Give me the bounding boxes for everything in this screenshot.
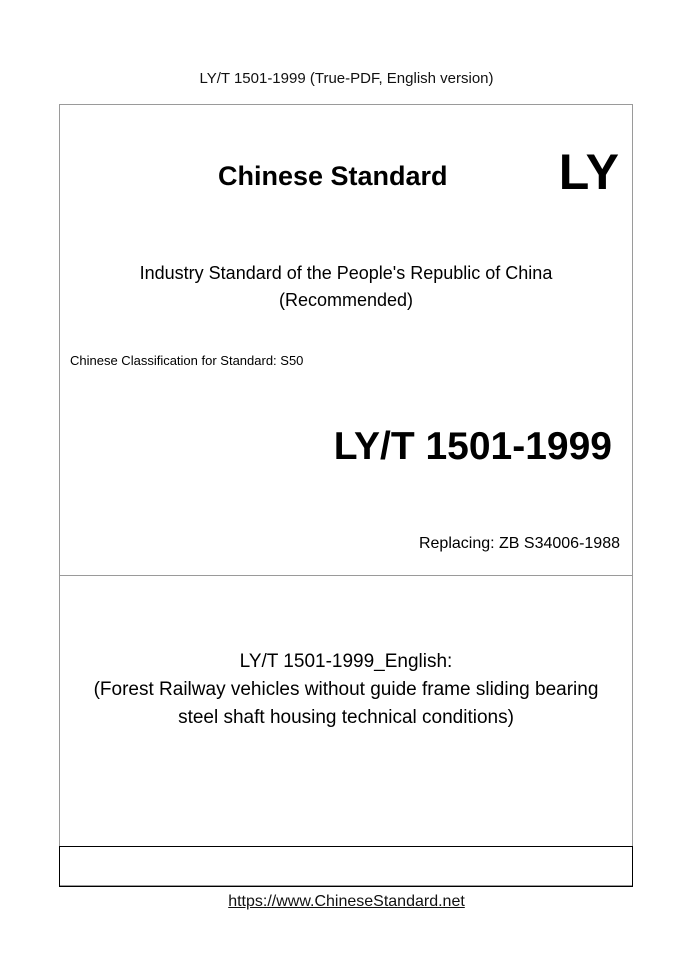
footer-link[interactable]: https://www.ChineseStandard.net	[228, 893, 465, 910]
bottom-box	[59, 846, 633, 887]
replacing-text: Replacing: ZB S34006-1988	[418, 535, 620, 552]
standard-code: LY	[558, 144, 620, 200]
classification-text: Chinese Classification for Standard: S50	[70, 353, 304, 368]
cover-title: Chinese Standard	[218, 161, 448, 191]
section-divider	[60, 575, 632, 576]
english-title-line-2: (Forest Railway vehicles without guide frame sliding bearing	[93, 679, 599, 700]
english-title	[60, 648, 632, 732]
subtitle-line-2: (Recommended)	[278, 290, 414, 310]
page-header: LY/T 1501-1999 (True-PDF, English version)	[199, 70, 494, 87]
english-title-line-3: steel shaft housing technical conditions)	[178, 707, 514, 728]
english-title-line-1: LY/T 1501-1999_English:	[239, 651, 453, 672]
subtitle-line-1: Industry Standard of the People's Republic of China	[139, 263, 553, 283]
cover-frame	[59, 104, 633, 886]
cover-subtitle	[60, 260, 632, 314]
standard-number: LY/T 1501-1999	[333, 425, 612, 468]
